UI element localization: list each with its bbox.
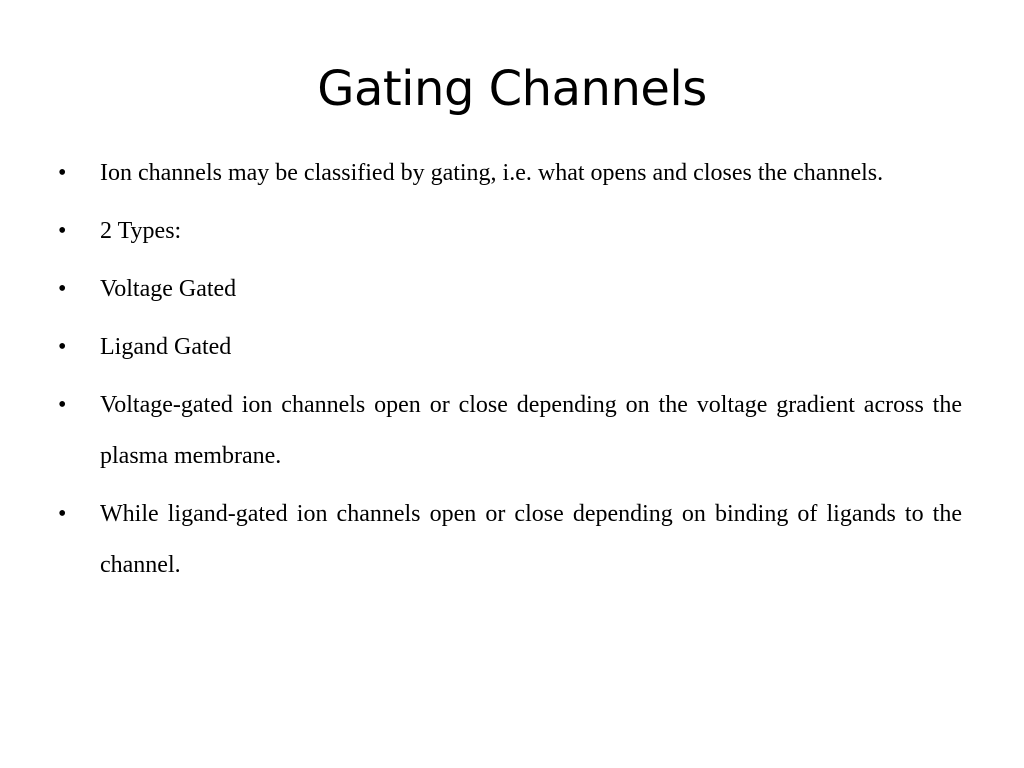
bullet-item: [58, 206, 962, 257]
bullet-text: Ligand Gated: [100, 334, 232, 360]
slide-title: Gating Channels: [317, 61, 707, 117]
bullet-icon: •: [58, 501, 67, 527]
bullet-item: [58, 264, 962, 315]
bullet-text: Ion channels may be classified by gating, i.e. what opens and closes the channels.: [100, 160, 884, 186]
bullet-icon: •: [58, 160, 67, 186]
bullet-item: [58, 322, 962, 373]
bullet-item: [58, 380, 962, 482]
bullet-item: [58, 148, 962, 199]
bullet-list: [58, 148, 962, 598]
bullet-icon: •: [58, 334, 67, 360]
bullet-icon: •: [58, 276, 67, 302]
bullet-text: While ligand-gated ion channels open or close depending on binding of ligands to the channel.: [100, 501, 962, 578]
bullet-icon: •: [58, 392, 67, 418]
bullet-icon: •: [58, 218, 67, 244]
bullet-text: 2 Types:: [100, 218, 182, 244]
bullet-item: [58, 489, 962, 591]
bullet-text: Voltage Gated: [100, 276, 237, 302]
bullet-text: Voltage-gated ion channels open or close depending on the voltage gradient across the plasma membrane.: [100, 392, 962, 469]
